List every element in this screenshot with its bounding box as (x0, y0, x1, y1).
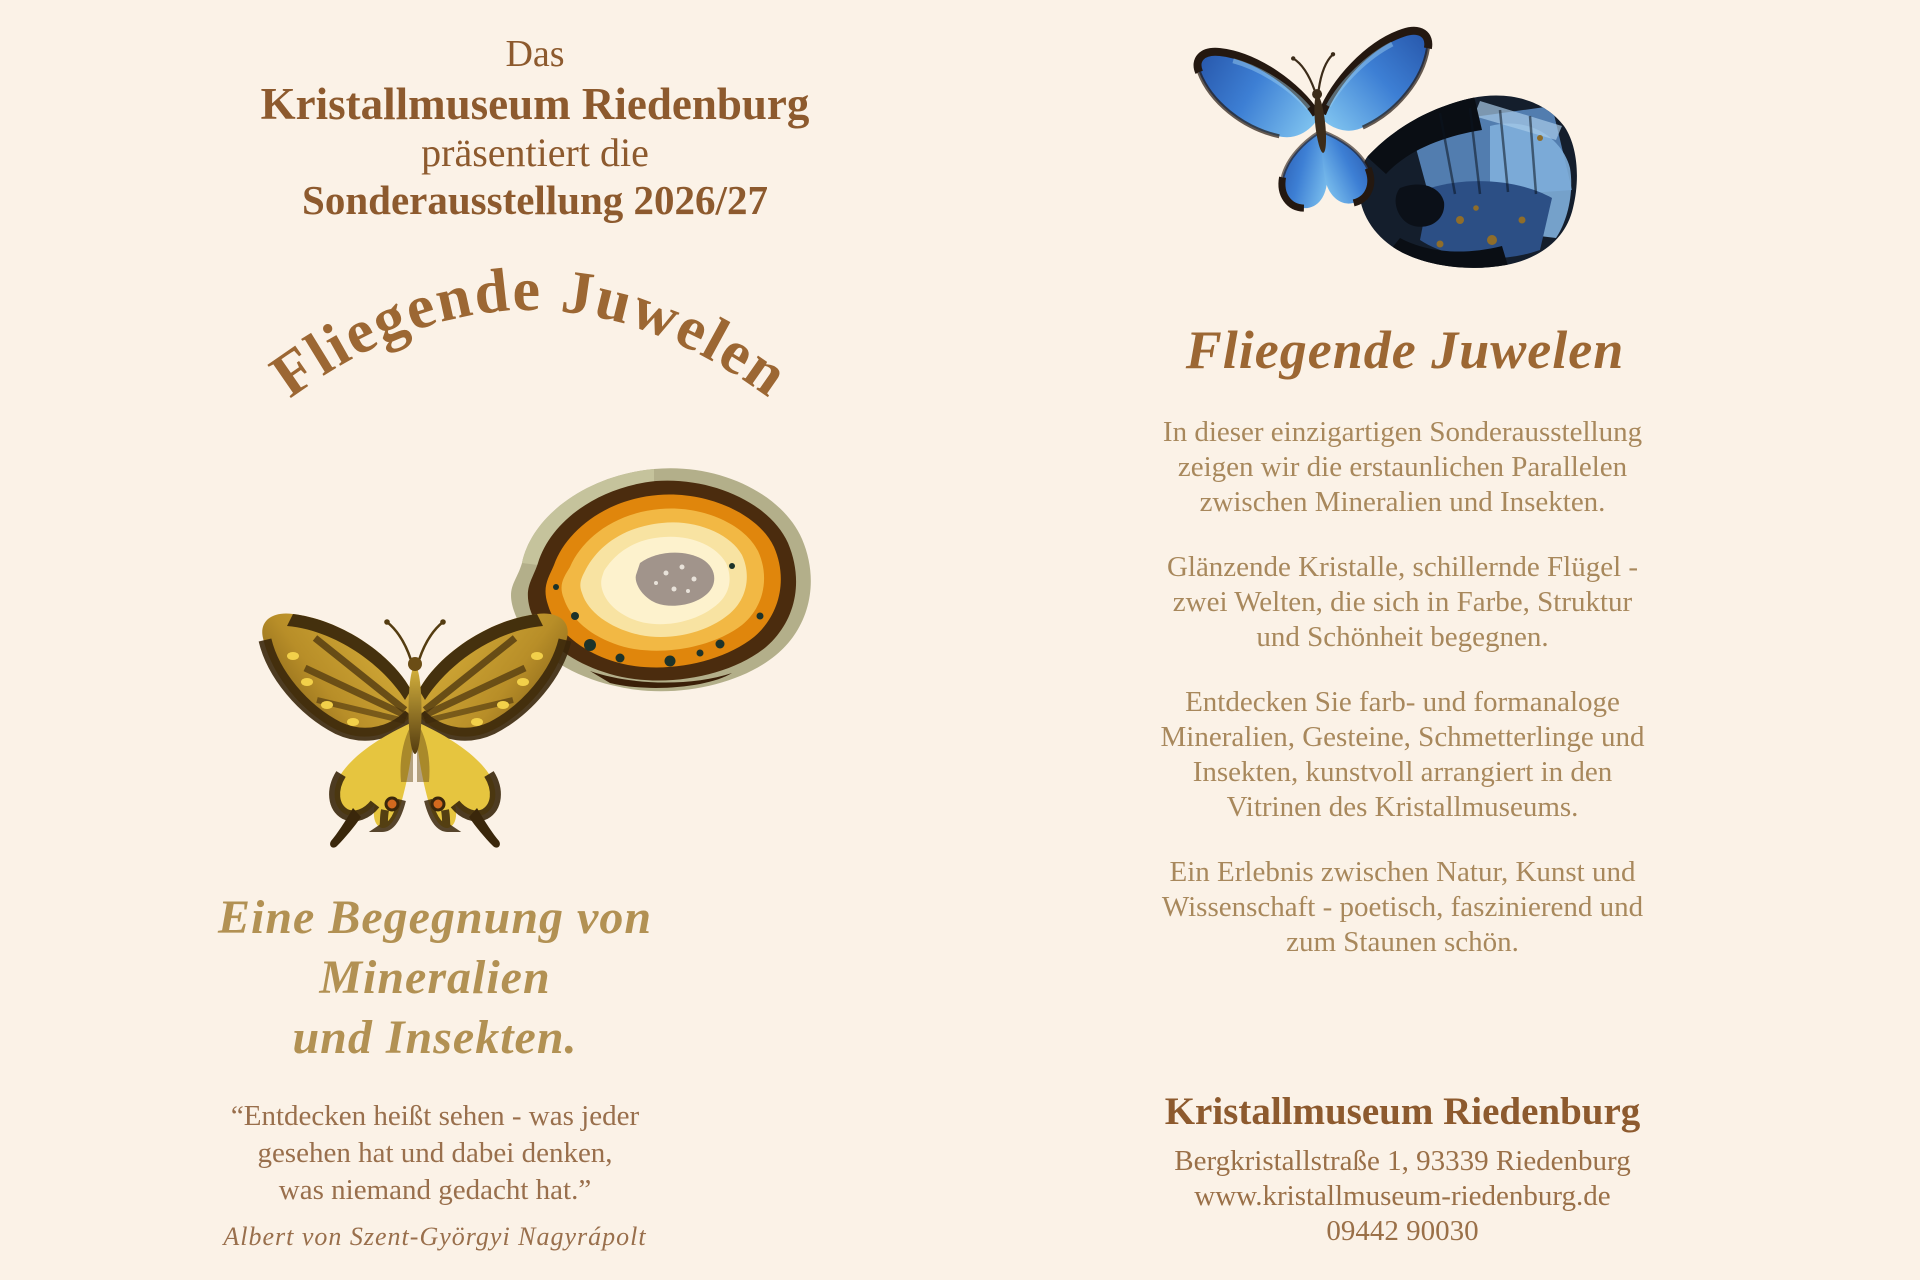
contact-website: www.kristallmuseum-riedenburg.de (1194, 1180, 1611, 1212)
arched-title-text: Fliegende Juwelen (258, 255, 802, 411)
paragraph-1 (1095, 415, 1710, 520)
paragraph-line: Vitrinen des Kristallmuseums. (1226, 791, 1579, 823)
intro-line-das: Das (505, 33, 565, 75)
body-paragraphs (1095, 415, 1710, 990)
contact-address: Bergkristallstraße 1, 93339 Riedenburg (1174, 1145, 1631, 1177)
quote-line-3: was niemand gedacht hat.” (278, 1174, 592, 1206)
intro-line-museum: Kristallmuseum Riedenburg (260, 79, 810, 129)
paragraph-line: und Schönheit begegnen. (1256, 621, 1549, 653)
quote-line-1: “Entdecken heißt sehen - was jeder (230, 1100, 640, 1132)
quote-block (135, 1098, 735, 1209)
contact-museum-name: Kristallmuseum Riedenburg (1164, 1090, 1641, 1133)
paragraph-line: zwischen Mineralien und Insekten. (1199, 486, 1606, 518)
morpho-butterfly-illustration (1190, 12, 1450, 232)
paragraph-line: In dieser einzigartigen Sonderausstellung (1162, 416, 1643, 448)
right-heading-script: Fliegende Juwelen (1185, 320, 1625, 380)
paragraph-line: Ein Erlebnis zwischen Natur, Kunst und (1169, 856, 1636, 888)
paragraph-line: zeigen wir die erstaunlichen Parallelen (1177, 451, 1628, 483)
tagline-script (115, 888, 755, 1068)
paragraph-line: Entdecken Sie farb- und formanaloge (1185, 686, 1620, 718)
paragraph-line: Insekten, kunstvoll arrangiert in den (1192, 756, 1613, 788)
paragraph-line: Wissenschaft - poetisch, faszinierend und (1161, 891, 1644, 923)
paragraph-3 (1095, 685, 1710, 825)
tagline-line-1: Eine Begegnung von Mineralien (217, 891, 653, 1004)
paragraph-line: zwei Welten, die sich in Farbe, Struktur (1172, 586, 1633, 618)
intro-line-sonderausstellung: Sonderausstellung 2026/27 (302, 177, 768, 223)
quote-line-2: gesehen hat und dabei denken, (257, 1137, 613, 1169)
intro-line-praesentiert: präsentiert die (421, 130, 649, 175)
contact-phone: 09442 90030 (1326, 1215, 1479, 1247)
contact-block (1095, 1144, 1710, 1249)
quote-attribution: Albert von Szent-Györgyi Nagyrápolt (223, 1222, 647, 1251)
tagline-line-2: und Insekten. (292, 1011, 578, 1064)
paragraph-line: Mineralien, Gesteine, Schmetterlinge und (1160, 721, 1645, 753)
paragraph-4 (1095, 855, 1710, 960)
paragraph-line: zum Staunen schön. (1286, 926, 1519, 958)
paragraph-2 (1095, 550, 1710, 655)
intro-block (210, 30, 860, 224)
svg-text:Fliegende Juwelen (259, 256, 801, 411)
swallowtail-butterfly-illustration (235, 560, 595, 860)
paragraph-line: Glänzende Kristalle, schillernde Flügel - (1166, 551, 1639, 583)
